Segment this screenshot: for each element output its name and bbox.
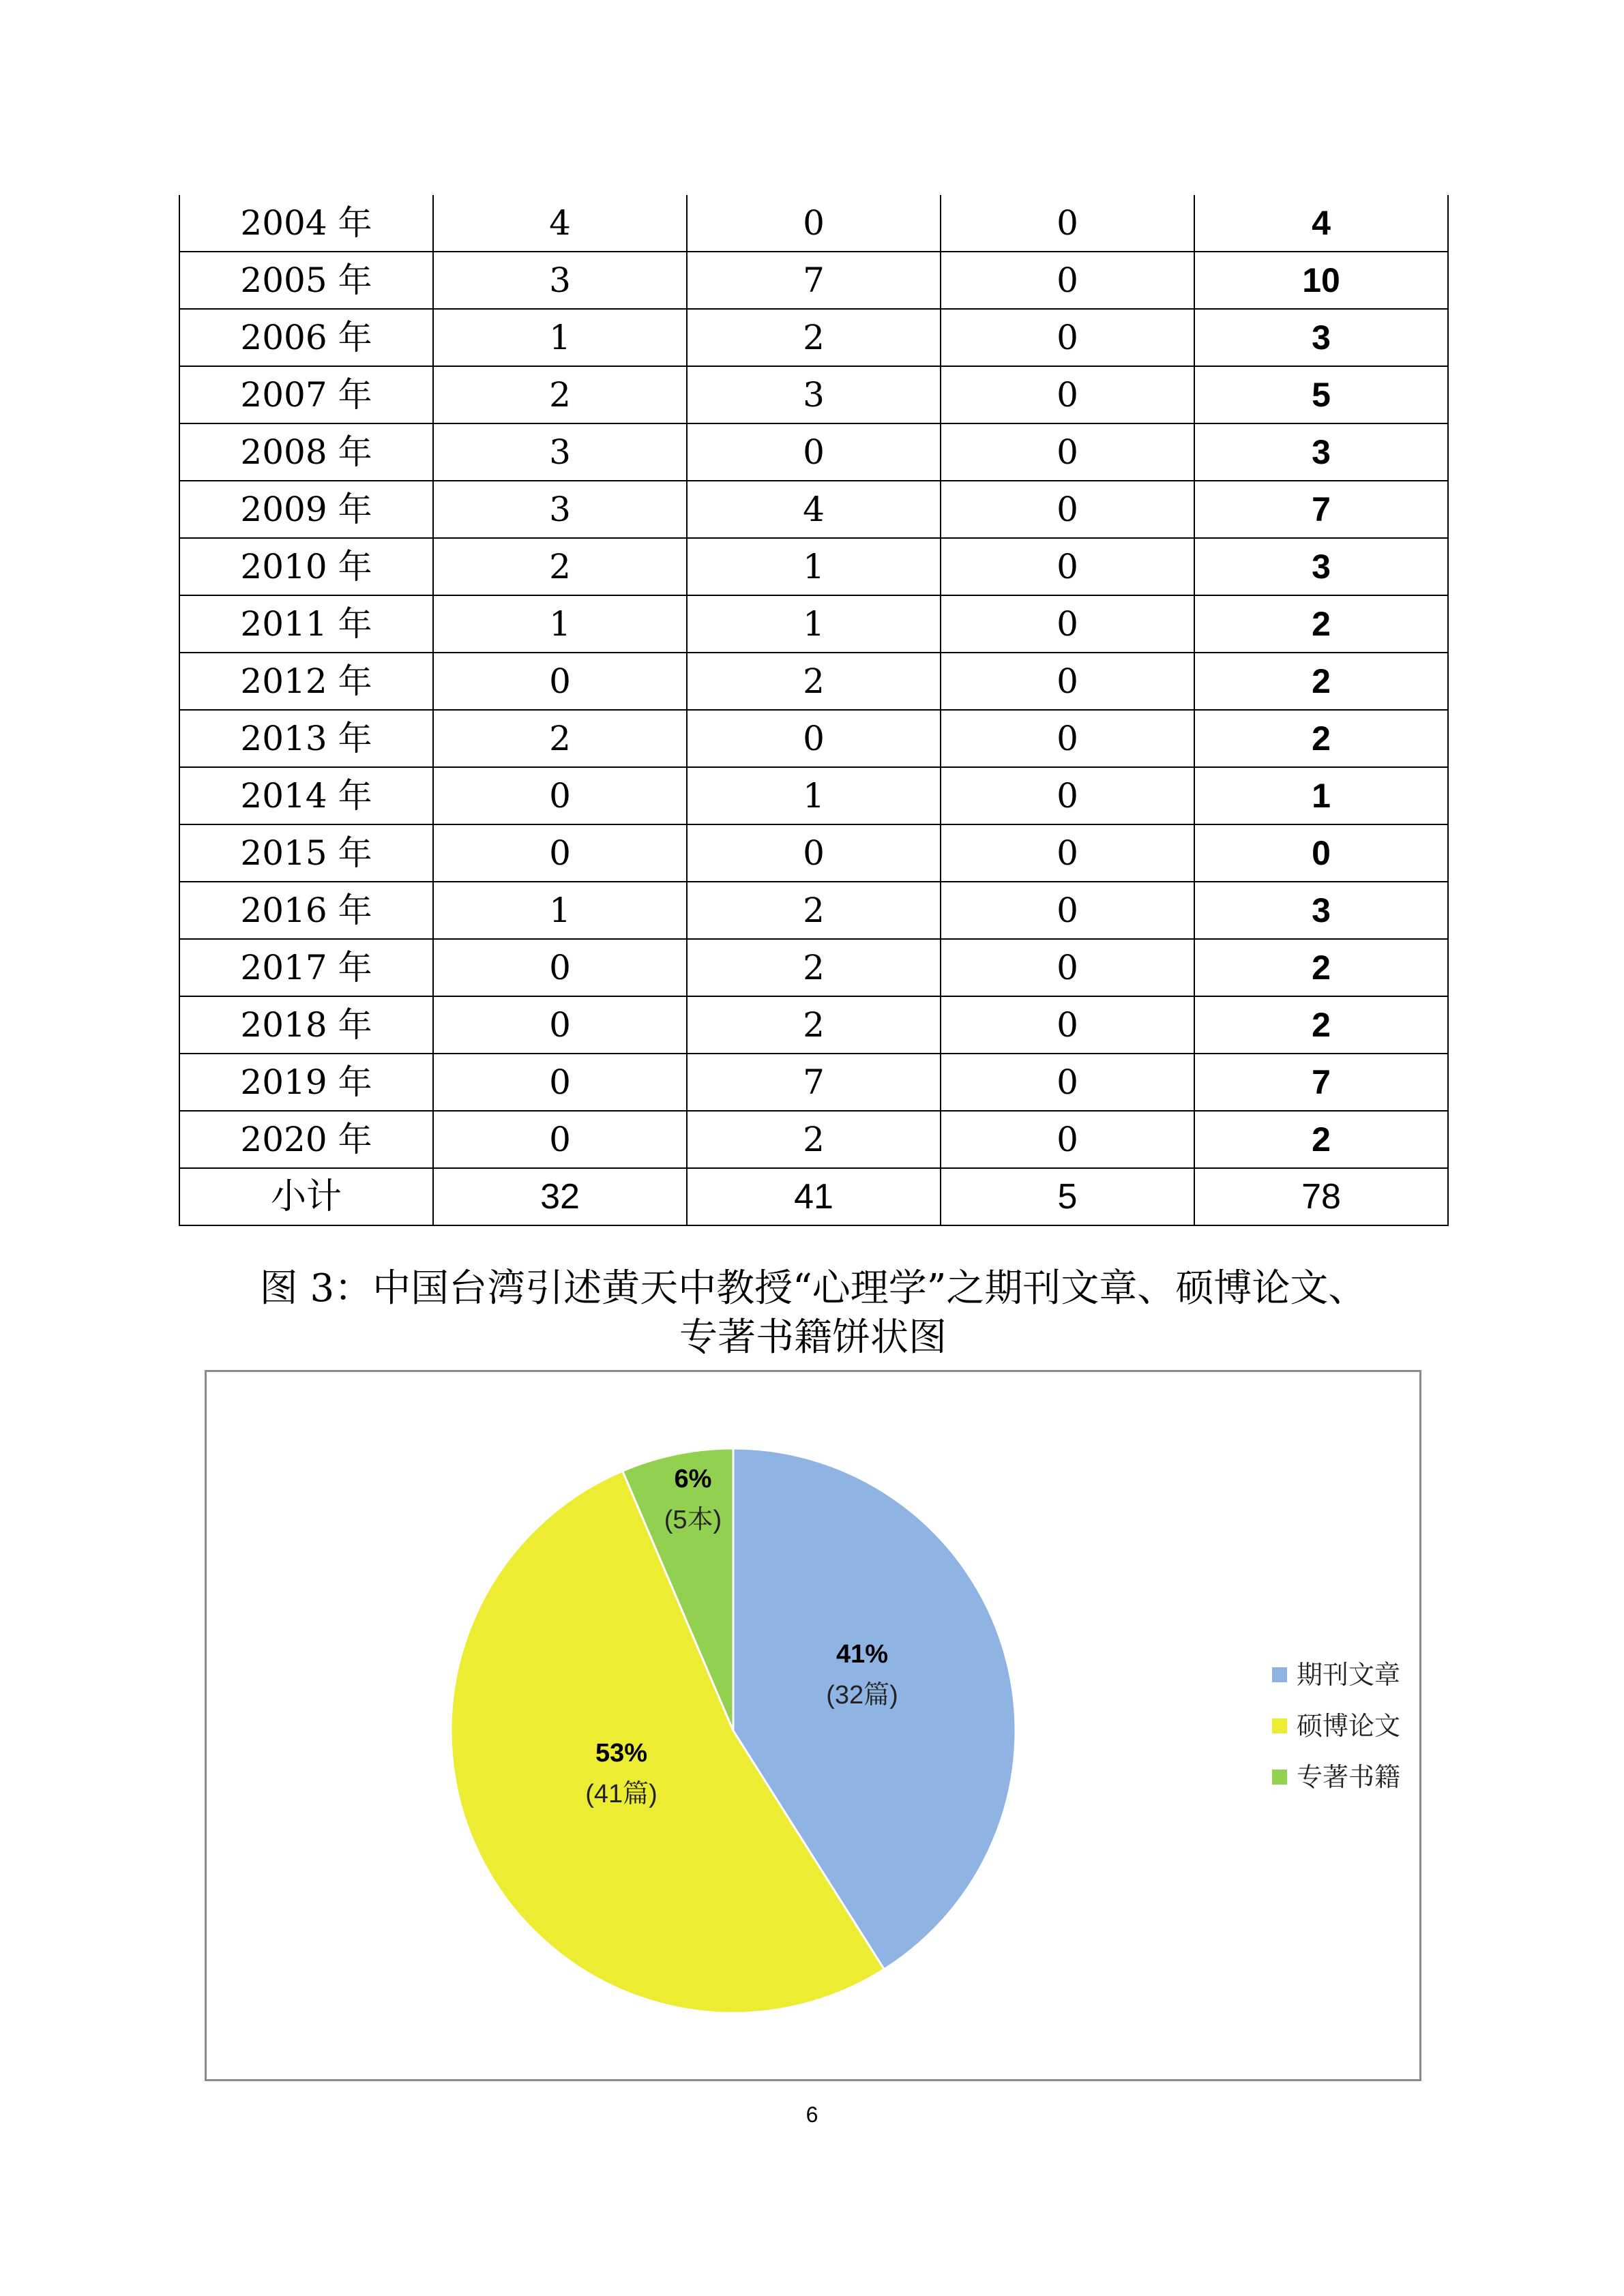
table-body: [179, 195, 1448, 1225]
journal-count-cell: 3: [433, 481, 687, 538]
year-cell: 2020 年: [179, 1111, 433, 1168]
book-count-cell: 0: [941, 939, 1194, 996]
journal-count-cell: 2: [433, 710, 687, 767]
thesis-count-cell: 0: [687, 710, 941, 767]
thesis-count-cell: 4: [687, 481, 941, 538]
total-cell: 4: [1194, 195, 1448, 252]
thesis-count-cell: 2: [687, 309, 941, 366]
journal-count-cell: 3: [433, 423, 687, 481]
journal-count-cell: 2: [433, 538, 687, 595]
journal-count-cell: 1: [433, 309, 687, 366]
total-cell: 10: [1194, 252, 1448, 309]
book-count-cell: 0: [941, 309, 1194, 366]
book-count-cell: 0: [941, 538, 1194, 595]
table-row: [179, 195, 1448, 252]
year-cell: 2015 年: [179, 824, 433, 882]
pie-chart: [207, 1372, 1419, 2079]
figure-caption-line-2: 专著书籍饼状图: [679, 1315, 947, 1360]
table-row: [179, 481, 1448, 538]
table-row: [179, 1054, 1448, 1111]
legend-swatch: [1272, 1667, 1287, 1682]
total-cell: 3: [1194, 309, 1448, 366]
legend-label: 专著书籍: [1297, 1763, 1401, 1792]
journal-count-cell: 1: [433, 882, 687, 939]
table-row: [179, 939, 1448, 996]
table-row: [179, 653, 1448, 710]
year-cell: 2004 年: [179, 195, 433, 252]
table-row: [179, 1111, 1448, 1168]
journal-count-cell: 2: [433, 366, 687, 423]
thesis-count-cell: 2: [687, 996, 941, 1054]
total-cell: 3: [1194, 882, 1448, 939]
thesis-count-cell: 2: [687, 939, 941, 996]
legend-swatch: [1272, 1770, 1287, 1785]
subtotal-book: 5: [941, 1168, 1194, 1225]
book-count-cell: 0: [941, 595, 1194, 653]
pie-chart-frame: [205, 1370, 1421, 2081]
journal-count-cell: 0: [433, 996, 687, 1054]
subtotal-row: [179, 1168, 1448, 1225]
total-cell: 2: [1194, 595, 1448, 653]
pie-percent-label: 6%: [674, 1465, 712, 1493]
book-count-cell: 0: [941, 653, 1194, 710]
table-row: [179, 996, 1448, 1054]
journal-count-cell: 0: [433, 767, 687, 824]
table-row: [179, 366, 1448, 423]
thesis-count-cell: 1: [687, 595, 941, 653]
year-cell: 2009 年: [179, 481, 433, 538]
table-row: [179, 767, 1448, 824]
total-cell: 7: [1194, 1054, 1448, 1111]
thesis-count-cell: 0: [687, 423, 941, 481]
legend-label: 硕博论文: [1297, 1712, 1401, 1741]
total-cell: 2: [1194, 996, 1448, 1054]
book-count-cell: 0: [941, 1111, 1194, 1168]
total-cell: 1: [1194, 767, 1448, 824]
page-number: 6: [806, 2102, 818, 2127]
year-cell: 2008 年: [179, 423, 433, 481]
book-count-cell: 0: [941, 882, 1194, 939]
total-cell: 2: [1194, 653, 1448, 710]
book-count-cell: 0: [941, 767, 1194, 824]
total-cell: 2: [1194, 1111, 1448, 1168]
thesis-count-cell: 2: [687, 653, 941, 710]
legend-label: 期刊文章: [1297, 1661, 1401, 1690]
table-row: [179, 538, 1448, 595]
total-cell: 2: [1194, 939, 1448, 996]
year-cell: 2014 年: [179, 767, 433, 824]
thesis-count-cell: 7: [687, 1054, 941, 1111]
total-cell: 0: [1194, 824, 1448, 882]
year-cell: 2019 年: [179, 1054, 433, 1111]
table-row: [179, 710, 1448, 767]
year-cell: 2018 年: [179, 996, 433, 1054]
book-count-cell: 0: [941, 710, 1194, 767]
book-count-cell: 0: [941, 366, 1194, 423]
pie-count-label: (5本): [664, 1506, 722, 1534]
thesis-count-cell: 7: [687, 252, 941, 309]
subtotal-label: 小计: [179, 1168, 433, 1225]
book-count-cell: 0: [941, 195, 1194, 252]
thesis-count-cell: 0: [687, 195, 941, 252]
thesis-count-cell: 3: [687, 366, 941, 423]
thesis-count-cell: 0: [687, 824, 941, 882]
citation-count-table: [179, 195, 1449, 1226]
subtotal-thesis: 41: [687, 1168, 941, 1225]
legend-swatch: [1272, 1718, 1287, 1733]
pie-percent-label: 41%: [836, 1640, 889, 1669]
year-cell: 2007 年: [179, 366, 433, 423]
year-cell: 2017 年: [179, 939, 433, 996]
total-cell: 5: [1194, 366, 1448, 423]
book-count-cell: 0: [941, 481, 1194, 538]
year-cell: 2016 年: [179, 882, 433, 939]
total-cell: 7: [1194, 481, 1448, 538]
book-count-cell: 0: [941, 1054, 1194, 1111]
book-count-cell: 0: [941, 824, 1194, 882]
journal-count-cell: 4: [433, 195, 687, 252]
journal-count-cell: 0: [433, 1111, 687, 1168]
thesis-count-cell: 2: [687, 1111, 941, 1168]
table-row: [179, 882, 1448, 939]
journal-count-cell: 1: [433, 595, 687, 653]
journal-count-cell: 0: [433, 1054, 687, 1111]
pie-count-label: (41篇): [585, 1780, 658, 1808]
subtotal-total: 78: [1194, 1168, 1448, 1225]
book-count-cell: 0: [941, 996, 1194, 1054]
figure-caption-line-1: 图 3：中国台湾引述黄天中教授“心理学”之期刊文章、硕博论文、: [259, 1266, 1367, 1311]
thesis-count-cell: 1: [687, 767, 941, 824]
total-cell: 2: [1194, 710, 1448, 767]
journal-count-cell: 0: [433, 824, 687, 882]
table-row: [179, 309, 1448, 366]
journal-count-cell: 0: [433, 939, 687, 996]
table-row: [179, 252, 1448, 309]
total-cell: 3: [1194, 538, 1448, 595]
subtotal-journal: 32: [433, 1168, 687, 1225]
table-row: [179, 423, 1448, 481]
pie-count-label: (32篇): [826, 1681, 898, 1710]
table-row: [179, 824, 1448, 882]
thesis-count-cell: 2: [687, 882, 941, 939]
total-cell: 3: [1194, 423, 1448, 481]
year-cell: 2011 年: [179, 595, 433, 653]
thesis-count-cell: 1: [687, 538, 941, 595]
book-count-cell: 0: [941, 423, 1194, 481]
table-row: [179, 595, 1448, 653]
year-cell: 2005 年: [179, 252, 433, 309]
year-cell: 2010 年: [179, 538, 433, 595]
journal-count-cell: 3: [433, 252, 687, 309]
year-cell: 2013 年: [179, 710, 433, 767]
book-count-cell: 0: [941, 252, 1194, 309]
year-cell: 2012 年: [179, 653, 433, 710]
year-cell: 2006 年: [179, 309, 433, 366]
journal-count-cell: 0: [433, 653, 687, 710]
pie-percent-label: 53%: [595, 1739, 648, 1768]
